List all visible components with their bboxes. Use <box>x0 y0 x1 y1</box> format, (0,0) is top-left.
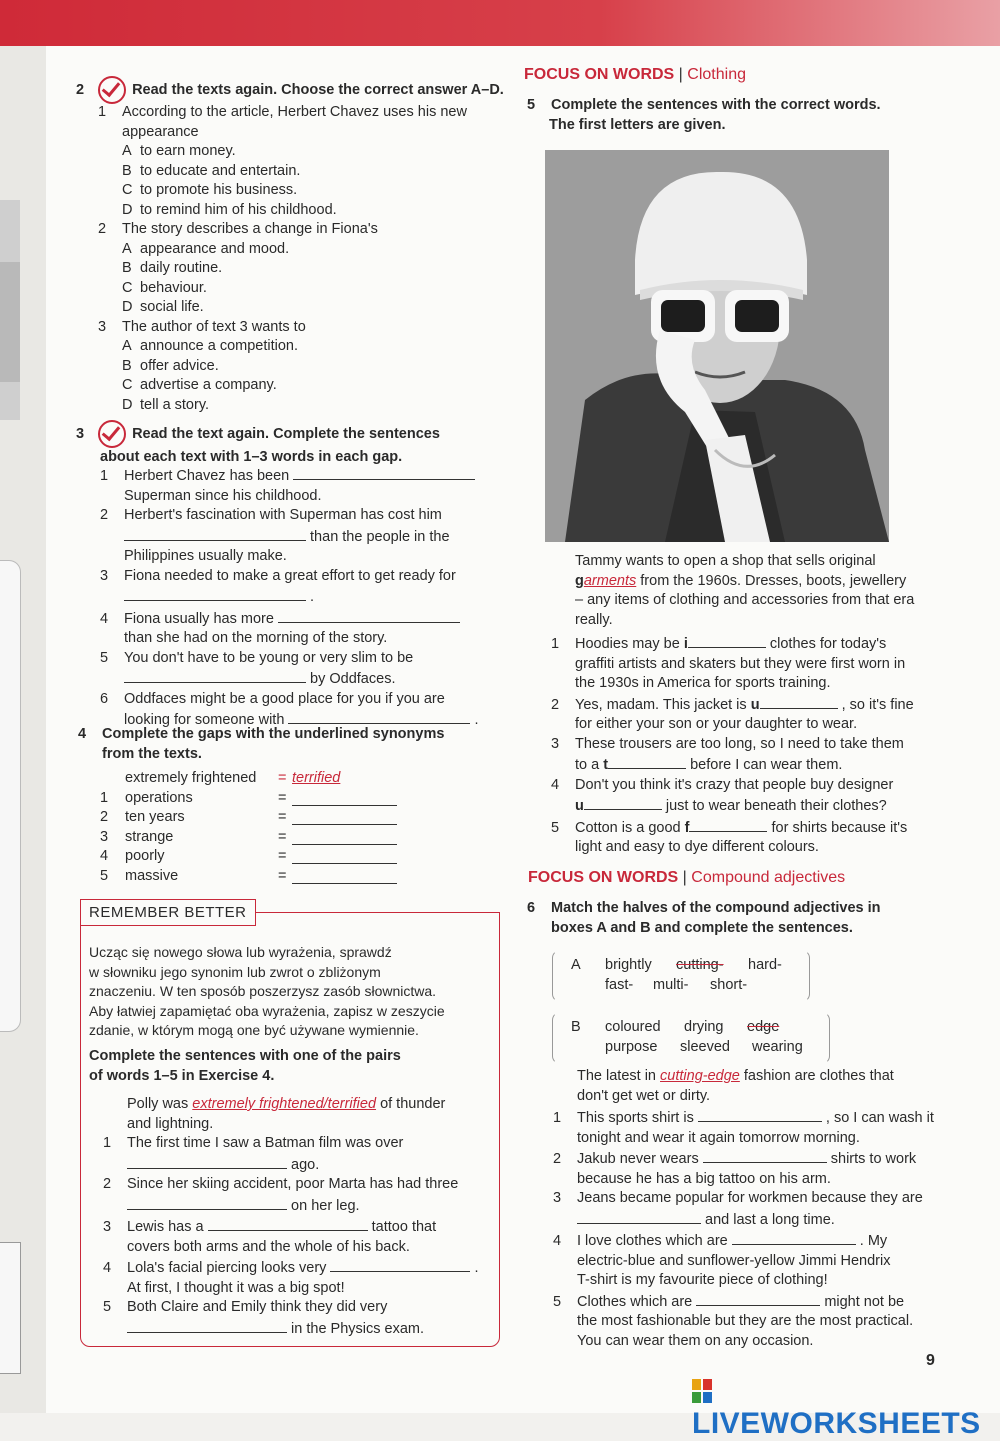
item-text: Herbert's fascination with Superman has cost him <box>124 507 442 523</box>
item-text: the 1930s in America for sports training. <box>575 675 831 691</box>
answer-gap[interactable] <box>696 1291 820 1306</box>
equals-sign: = <box>278 809 287 825</box>
item-text: tattoo that <box>371 1219 437 1235</box>
example-answer: terrified <box>292 770 341 786</box>
item-text: shirts to work <box>830 1151 917 1167</box>
exercise-number: 4 <box>78 726 87 742</box>
item-text: Superman since his childhood. <box>124 487 322 504</box>
option-letter: C <box>122 182 133 198</box>
item-number: 3 <box>551 735 560 752</box>
focus-separator: | <box>682 869 687 886</box>
item-text: Clothes which are <box>577 1293 693 1310</box>
exercise-3-items <box>100 465 479 731</box>
remember-better-title: REMEMBER BETTER <box>80 899 256 926</box>
item-text: , so it's fine <box>841 696 914 713</box>
item-text: just to wear beneath their clothes? <box>665 798 887 814</box>
check-icon <box>98 420 126 448</box>
answer-gap[interactable] <box>292 791 397 806</box>
item-number: 3 <box>553 1190 562 1206</box>
example-text: of thunder <box>380 1096 446 1112</box>
question-stem: The author of text 3 wants to <box>122 318 306 335</box>
question-stem: The story describes a change in Fiona's <box>122 221 378 237</box>
answer-gap[interactable] <box>124 668 306 683</box>
item-text: ago. <box>291 1156 320 1173</box>
option[interactable] <box>98 240 467 260</box>
example-text: fashion are clothes that <box>743 1068 894 1084</box>
answer-gap[interactable] <box>330 1257 470 1272</box>
exercise-instruction: Match the halves of the compound adjectives in <box>551 900 881 916</box>
exercise-instruction: from the texts. <box>102 745 202 762</box>
task-instruction: Complete the sentences with one of the pairs <box>89 1048 401 1064</box>
answer-gap[interactable] <box>293 465 475 480</box>
item-number: 2 <box>553 1151 562 1167</box>
check-icon <box>98 76 126 104</box>
item-number: 4 <box>100 848 109 864</box>
item-text: the most fashionable but they are the most practical. <box>577 1313 914 1329</box>
exercise-instruction: The first letters are given. <box>549 116 726 133</box>
item-text: . <box>474 712 479 728</box>
option[interactable] <box>98 357 467 377</box>
first-letter: u <box>575 798 584 814</box>
item-text: T-shirt is my favourite piece of clothing! <box>577 1272 828 1288</box>
option-letter: C <box>122 377 133 393</box>
option[interactable] <box>98 376 467 396</box>
example-text: and lightning. <box>127 1115 214 1132</box>
first-letter: f <box>684 819 690 836</box>
item-number: 4 <box>551 776 560 793</box>
answer-gap[interactable] <box>292 810 397 825</box>
item-text: for shirts because it's <box>771 819 908 836</box>
word-chip[interactable]: drying <box>684 1019 724 1035</box>
woman-1960s-illustration <box>545 150 889 542</box>
question-number: 2 <box>98 221 107 237</box>
option-letter: D <box>122 201 133 218</box>
word-box-a-content <box>571 956 782 996</box>
option-letter: B <box>122 260 132 276</box>
item-text: might not be <box>824 1293 905 1310</box>
option[interactable] <box>98 181 467 201</box>
intro-text: really. <box>575 611 613 628</box>
equals-sign: = <box>278 867 287 884</box>
word-chip[interactable]: brightly <box>605 957 652 973</box>
gutter-tab-decorated <box>0 560 21 1032</box>
answer-gap[interactable] <box>292 849 397 864</box>
example-answer: extremely frightened/terrified <box>192 1096 377 1112</box>
liveworksheets-logo[interactable] <box>692 1373 1000 1441</box>
item-text: Fiona usually has more <box>124 610 274 627</box>
remember-better-polish-text <box>89 943 445 1041</box>
option-text: announce a competition. <box>140 338 298 354</box>
item-word: operations <box>125 789 193 806</box>
exercise-5-intro <box>575 552 914 630</box>
tip-line: w słowniku jego synonim lub zwrot o zbliżonym <box>89 963 381 980</box>
option[interactable] <box>98 201 467 221</box>
option-letter: D <box>122 299 133 315</box>
exercise-5-items <box>551 633 914 858</box>
item-number: 1 <box>100 789 109 806</box>
question-number: 1 <box>98 104 107 120</box>
option-text: tell a story. <box>140 396 210 413</box>
item-text: to a <box>575 757 600 773</box>
item-text: light and easy to dye different colours. <box>575 839 819 855</box>
item-text: I love clothes which are <box>577 1233 728 1249</box>
question-stem: appearance <box>122 123 199 140</box>
focus-label: FOCUS ON WORDS <box>528 869 679 886</box>
item-text: At first, I thought it was a big spot! <box>127 1279 345 1296</box>
item-text: because he has a big tattoo on his arm. <box>577 1170 831 1187</box>
answer-gap[interactable] <box>698 1107 822 1122</box>
example-answer: cutting-edge <box>660 1068 740 1084</box>
tip-line: Aby łatwiej zapamiętać oba wyrażenia, zapisz w zeszycie <box>89 1002 445 1019</box>
item-text: You don't have to be young or very slim to be <box>124 649 414 666</box>
option[interactable] <box>98 279 467 299</box>
focus-on-words-compound <box>528 869 845 887</box>
tip-line: Ucząc się nowego słowa lub wyrażenia, sprawdź <box>89 944 392 960</box>
item-number: 2 <box>100 507 109 523</box>
exercise-number: 5 <box>527 97 536 113</box>
item-number: 5 <box>100 867 109 884</box>
item-number: 2 <box>551 696 560 713</box>
option[interactable] <box>98 337 467 357</box>
page-number: 9 <box>926 1352 935 1369</box>
item-text: Jakub never wears <box>577 1151 699 1167</box>
item-text: Both Claire and Emily think they did very <box>127 1299 388 1315</box>
item-number: 1 <box>553 1110 562 1126</box>
exercise-number: 6 <box>527 900 536 916</box>
option-letter: B <box>122 357 132 374</box>
item-word: poorly <box>125 848 165 864</box>
item-text: Herbert Chavez has been <box>124 468 290 484</box>
word-chip[interactable]: fast- <box>605 977 634 993</box>
answer-gap[interactable] <box>760 694 838 709</box>
example-text: The latest in <box>577 1068 656 1084</box>
focus-topic: Compound adjectives <box>691 869 846 886</box>
exercise-2-questions <box>98 103 467 415</box>
word-chip[interactable]: multi- <box>653 977 689 993</box>
focus-on-words-clothing <box>524 66 746 84</box>
word-chip-used[interactable]: cutting- <box>676 957 724 973</box>
option-text: to earn money. <box>140 143 236 159</box>
item-text: on her leg. <box>291 1197 360 1214</box>
item-text: The first time I saw a Batman film was over <box>127 1135 404 1151</box>
word-chip[interactable]: short- <box>710 977 748 993</box>
item-text: Jeans became popular for workmen because they are <box>577 1190 923 1206</box>
top-red-banner <box>0 0 1000 46</box>
question-number: 3 <box>98 318 107 335</box>
focus-separator: | <box>678 66 683 83</box>
exercise-6-header <box>527 899 881 938</box>
item-number: 5 <box>100 649 109 666</box>
item-text: Lola's facial piercing looks very <box>127 1260 327 1276</box>
answer-gap[interactable] <box>127 1195 287 1210</box>
answer-gap[interactable] <box>208 1216 368 1231</box>
item-text: graffiti artists and skaters but they were first worn in <box>575 655 906 672</box>
item-text: Lewis has a <box>127 1219 204 1235</box>
example-text: don't get wet or dirty. <box>577 1087 711 1104</box>
item-number: 1 <box>103 1135 112 1151</box>
intro-text: – any items of clothing and accessories from that era <box>575 592 915 608</box>
item-text: Fiona needed to make a great effort to get ready for <box>124 567 456 584</box>
first-letter: u <box>750 696 760 713</box>
item-number: 5 <box>103 1299 112 1315</box>
answer-gap[interactable] <box>124 526 306 541</box>
equals-sign: = <box>278 770 287 786</box>
answer-gap[interactable] <box>124 586 306 601</box>
option-text: daily routine. <box>140 260 223 276</box>
answer-gap[interactable] <box>732 1230 856 1245</box>
option-letter: D <box>122 396 133 413</box>
word-box-b-content <box>571 1018 803 1058</box>
word-chip[interactable]: sleeved <box>680 1039 730 1055</box>
first-letter: t <box>603 757 609 773</box>
item-text: Yes, madam. This jacket is <box>575 696 747 713</box>
fashion-photo <box>545 150 889 542</box>
item-text: . <box>310 589 315 605</box>
equals-sign: = <box>278 789 287 806</box>
word-chip[interactable]: coloured <box>605 1019 661 1035</box>
box-letter: A <box>571 957 581 973</box>
gutter-tab-bottom <box>0 1242 21 1374</box>
item-text: Hoodies may be <box>575 636 680 652</box>
answer-gap[interactable] <box>278 608 460 623</box>
first-letter: g <box>575 572 584 589</box>
answer-gap[interactable] <box>608 754 686 769</box>
focus-topic: Clothing <box>687 66 746 83</box>
option-letter: C <box>122 279 133 296</box>
logo-text: LIVEWORKSHEETS <box>692 1407 981 1440</box>
exercise-4-header <box>78 725 444 764</box>
exercise-instruction: about each text with 1–3 words in each gap. <box>100 449 403 465</box>
item-number: 2 <box>103 1176 112 1192</box>
item-number: 1 <box>551 636 560 652</box>
tip-line: zdanie, w którym mogą one być używane wymiennie. <box>89 1022 419 1038</box>
item-number: 5 <box>551 819 560 836</box>
exercise-6-items <box>553 1107 934 1351</box>
word-chip[interactable]: hard- <box>748 957 782 973</box>
option-letter: B <box>122 162 132 179</box>
option-letter: A <box>122 338 132 354</box>
item-text: These trousers are too long, so I need to take them <box>575 735 904 752</box>
exercise-2 <box>76 76 504 104</box>
item-word: massive <box>125 867 179 884</box>
equals-sign: = <box>278 828 287 845</box>
answer-gap[interactable] <box>292 869 397 884</box>
exercise-instruction: Read the texts again. Choose the correct answer A–D. <box>132 81 504 98</box>
word-chip-used[interactable]: edge <box>747 1019 780 1035</box>
option-text: social life. <box>140 299 204 315</box>
item-number: 3 <box>100 567 109 584</box>
focus-label: FOCUS ON WORDS <box>524 66 675 83</box>
item-text: Don't you think it's crazy that people buy designer <box>575 776 894 793</box>
item-word: ten years <box>125 809 185 825</box>
word-chip[interactable]: wearing <box>752 1039 803 1055</box>
option[interactable] <box>98 142 467 162</box>
option-text: behaviour. <box>140 279 207 296</box>
item-text: covers both arms and the whole of his back. <box>127 1238 410 1255</box>
example-word: extremely frightened <box>125 770 257 786</box>
liveworksheets-logo-icon <box>692 1379 712 1403</box>
item-text: , so I can wash it <box>825 1110 934 1126</box>
example-text: Polly was <box>127 1096 189 1112</box>
exercise-instruction: Complete the sentences with the correct words. <box>551 97 881 113</box>
question-stem: According to the article, Herbert Chavez uses his new <box>122 104 467 120</box>
answer-gap[interactable] <box>584 795 662 810</box>
item-text: before I can wear them. <box>690 757 843 773</box>
item-text: This sports shirt is <box>577 1110 694 1126</box>
answer-gap[interactable] <box>703 1148 827 1163</box>
option[interactable] <box>98 396 467 416</box>
exercise-instruction: Read the text again. Complete the sentences <box>132 425 440 442</box>
answer-gap[interactable] <box>127 1318 287 1333</box>
item-text: Cotton is a good <box>575 819 681 836</box>
item-text: electric-blue and sunflower-yellow Jimmi Hendrix <box>577 1252 891 1269</box>
option[interactable] <box>98 162 467 182</box>
task-instruction: of words 1–5 in Exercise 4. <box>89 1067 275 1084</box>
item-text: You can wear them on any occasion. <box>577 1332 814 1349</box>
item-text: and last a long time. <box>705 1211 835 1228</box>
option-text: to educate and entertain. <box>140 162 301 179</box>
answer-gap[interactable] <box>292 830 397 845</box>
item-text: . <box>474 1260 479 1276</box>
gutter-tab-dark <box>0 262 20 382</box>
item-number: 1 <box>100 468 109 484</box>
item-text: Since her skiing accident, poor Marta has had three <box>127 1176 459 1192</box>
item-number: 2 <box>100 809 109 825</box>
option[interactable] <box>98 259 467 279</box>
item-text: than the people in the <box>310 528 450 545</box>
exercise-3-header <box>76 420 440 468</box>
item-text: by Oddfaces. <box>310 671 396 687</box>
answer-gap[interactable] <box>688 633 766 648</box>
exercise-number: 2 <box>76 81 85 98</box>
option[interactable] <box>98 298 467 318</box>
remember-better-task <box>89 1047 401 1086</box>
exercise-6-example <box>577 1067 894 1106</box>
item-number: 4 <box>100 610 109 627</box>
first-letter: i <box>683 636 688 652</box>
item-text: looking for someone with <box>124 712 285 728</box>
exercise-instruction: boxes A and B and complete the sentences. <box>551 919 853 936</box>
answer-gap[interactable] <box>577 1209 701 1224</box>
item-word: strange <box>125 828 174 845</box>
item-number: 3 <box>103 1219 112 1235</box>
option-letter: A <box>122 143 132 159</box>
item-text: Oddfaces might be a good place for you if you are <box>124 690 445 707</box>
tip-line: znaczeniu. W ten sposób poszerzysz zasób słownictwa. <box>89 983 437 999</box>
option-text: to remind him of his childhood. <box>140 201 337 218</box>
option-text: offer advice. <box>140 357 219 374</box>
intro-text: Tammy wants to open a shop that sells original <box>575 553 876 569</box>
item-text: tonight and wear it again tomorrow morning. <box>577 1129 860 1146</box>
item-text: clothes for today's <box>769 636 887 652</box>
answer-gap[interactable] <box>689 817 767 832</box>
item-number: 3 <box>100 828 109 845</box>
answer-gap[interactable] <box>127 1154 287 1169</box>
option-text: appearance and mood. <box>140 240 290 257</box>
box-letter: B <box>571 1019 581 1035</box>
option-text: advertise a company. <box>140 377 277 393</box>
item-number: 4 <box>553 1233 562 1249</box>
exercise-instruction: Complete the gaps with the underlined synonyms <box>102 726 445 742</box>
remember-better-items <box>103 1095 479 1339</box>
item-number: 4 <box>103 1260 112 1276</box>
item-text: . My <box>859 1233 888 1249</box>
item-text: Philippines usually make. <box>124 548 287 564</box>
item-text: in the Physics exam. <box>291 1320 425 1337</box>
equals-sign: = <box>278 848 287 864</box>
intro-text: from the 1960s. Dresses, boots, jewellery <box>640 572 907 589</box>
word-chip[interactable]: purpose <box>605 1039 658 1055</box>
item-text: than she had on the morning of the story. <box>124 630 388 646</box>
item-text: for either your son or your daughter to wear. <box>575 716 858 732</box>
exercise-5-header <box>527 96 881 135</box>
example-answer: arments <box>583 572 637 589</box>
option-text: to promote his business. <box>140 182 298 198</box>
exercise-number: 3 <box>76 425 85 442</box>
item-number: 5 <box>553 1293 562 1310</box>
option-letter: A <box>122 240 132 257</box>
exercise-4-items <box>100 769 341 886</box>
answer-gap[interactable] <box>288 709 470 724</box>
item-number: 6 <box>100 690 109 707</box>
